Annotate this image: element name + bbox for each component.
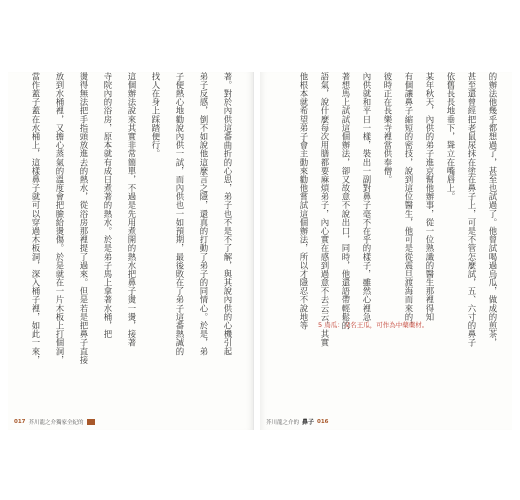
left-page <box>8 72 254 430</box>
text-column: 當作蓋子蓋在水桶上，這樣鼻子就可以穿過木板洞，深入桶子裡，如此一來， <box>31 72 41 365</box>
text-column: 的辦法他幾乎都想過了，甚至也試過了。他曾試喝過烏瓜，做成的煎茶， <box>488 72 498 347</box>
text-column: 放到水桶裡，又擔心蒸氣的溫度會把臉給燙傷。於是就在一片木板上打個洞， <box>55 72 65 365</box>
text-column: 內供就和平日一樣，裝出一副對鼻子毫不在乎的樣子，雖然心裡急 <box>362 72 372 322</box>
text-column: 有個讓鼻子縮短的密技，說到這位醫生，他可是從震旦渡海而來的， <box>404 72 414 330</box>
text-column: 甚至還曾經把老鼠尿抹在塗在鼻子上，可是不管怎麼試，五、六寸的鼻子 <box>467 72 477 347</box>
left-page-footer <box>14 418 95 426</box>
book-title: 鼻子 <box>302 419 315 426</box>
text-column: 彼時正在長樂寺裡當供奉僧。 <box>383 72 393 184</box>
footer-text: 芥川龍之介獨家全紀的 <box>28 420 84 426</box>
text-column: 著想馬上試試這個辦法，卻又故意不說出口，同時，他還語帶輕鬆的 <box>341 72 351 330</box>
text-column: 燙得無法把手指頭放進去的熱水，從浴房那裡提了過來。但是若是把鼻子直接 <box>79 72 89 365</box>
footnote: 5 烏瓜：又名王瓜，可作為中藥藥材。 <box>318 321 429 329</box>
text-column: 著。對於內供這番曲折的心思，弟子也不是不了解，與其說內供的心機引起 <box>223 72 233 356</box>
text-column: 找人在身上踩踏便行。 <box>151 72 161 158</box>
text-column: 某年秋天，內供的弟子進京幫他辦事，從一位熟識的醫生那裡得知 <box>425 72 435 322</box>
text-column: 語氣，說什麼每次用膳都要麻煩弟子，內心實在感到過意不去云云，其實 <box>320 72 330 347</box>
text-column: 依舊長長地垂下，聳立在嘴唇上。 <box>446 72 456 201</box>
text-column: 寺院內的浴房，原本就有成日煮著的熱水。於是弟子馬上拿著水桶，把 <box>103 72 113 339</box>
right-page-footer <box>266 417 329 426</box>
text-column: 他根本就希望弟子會主動來勸他嘗試這個辦法，所以才隱忍不說地等 <box>299 72 309 330</box>
right-page <box>260 72 512 430</box>
page-number: 016 <box>317 418 329 425</box>
text-column: 這個辦法說來其實非常簡單，不過是先用煮開的熱水把鼻子燙一燙，接著 <box>127 72 137 347</box>
text-column: 子便熱心地勸說內供一試，而內供也一如預期，最後敗在了弟子這番熱誠的 <box>175 72 185 356</box>
text-column: 弟子反感，倒不如說他這麼言之隱，還真的打動了弟子的同情心。於是，弟 <box>199 72 209 356</box>
book-logo-icon <box>87 419 95 425</box>
page-number: 017 <box>14 419 26 425</box>
footer-text: 芥川龍之介的 <box>266 419 300 426</box>
